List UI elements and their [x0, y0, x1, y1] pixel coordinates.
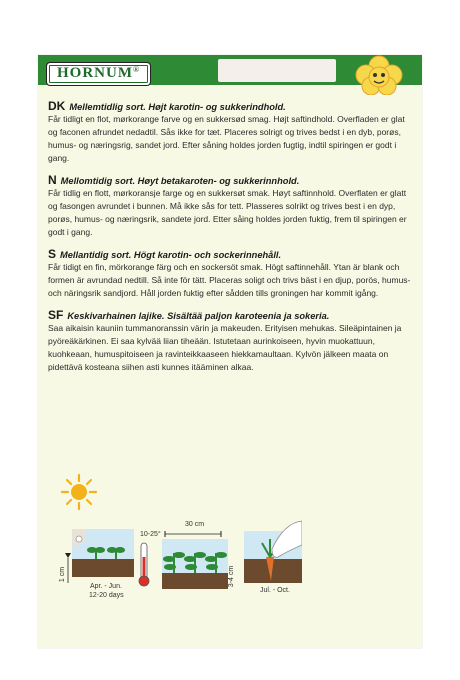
section-heading: Keskivarhainen lajike. Sisältää paljon karoteenia ja sokeria. [67, 311, 330, 321]
section-text: Får tidigt en fin, mörkorange färg och en sockersöt smak. Högt saftinnehåll. Ytan är blank och formen är avrundad nedtill. Så inte för tätt. Placeras soligt och trivs bäst i en djup, porös, humus- och näringsrik sandjord. Håll jorden fuktig efter sådden tills groningen har kommit igång. [48, 262, 411, 298]
harvest-icon [244, 519, 302, 583]
spacing-label: 30 cm [185, 521, 205, 528]
thermometer-icon [137, 541, 151, 587]
section-text: Saa aikaisin kauniin tummanoranssin värin ja makeuden. Erityisen mehukas. Sileäpintainen ja pyöreäkärkinen. Ei saa kylvää liian tiheään. Istutetaan aurinkoiseen, hyvin muokattuun, kuohkeaan, humuspitoiseen ja ravinteikkaaseen hiekkamaultaan. Kylvön jälkeen maata on pidettävä kosteana siihen asti kunnes itääminen alkaa. [48, 323, 402, 372]
section-heading: Mellomtidig sort. Høyt betakaroten- og sukkerinnhold. [60, 176, 300, 186]
sowing-icon [72, 529, 134, 577]
growing-instructions [38, 463, 422, 648]
section-code: S [48, 247, 57, 261]
temperature-label: 10-25° [140, 531, 161, 538]
flower-icon [350, 53, 408, 95]
section-sf [48, 309, 416, 374]
sun-icon [60, 473, 98, 511]
brand-logo [46, 62, 151, 86]
sow-period-label: Apr. - Jun. [90, 583, 122, 590]
thinning-icon [162, 539, 228, 589]
section-s [48, 248, 416, 300]
label-strip [218, 59, 336, 82]
section-code: N [48, 173, 57, 187]
section-heading: Mellantidig sort. Högt karotin- och sockerinnehåll. [60, 250, 282, 260]
row-depth-label: 3-4 cm [228, 565, 236, 588]
brand-name: HORNUM [57, 65, 133, 81]
section-code: DK [48, 99, 66, 113]
depth-label: 1 cm [59, 566, 67, 583]
spacing-marker [164, 531, 222, 537]
section-n [48, 174, 416, 239]
section-text: Får tidligt en flot, mørkorange farve og en sukkersød smag. Højt saftindhold. Overfladen er glat og faconen afrundet nedadtil. Sås ikke for tæt. Placeres solrigt og trives bedst i en dyb, porøs, humus- og næringsrig, sandet jord. Efter såning holdes jorden fugtig, indtil spiringen er godt i gang. [48, 114, 405, 163]
brand-reg-mark: ® [133, 65, 140, 74]
harvest-period-label: Jul. - Oct. [260, 587, 290, 594]
germination-label: 12-20 days [89, 592, 124, 599]
section-dk [48, 100, 416, 165]
section-heading: Mellemtidlig sort. Højt karotin- og sukkerindhold. [69, 102, 286, 112]
section-code: SF [48, 308, 64, 322]
description-content [48, 100, 416, 383]
header-band [38, 55, 422, 85]
seed-packet-back [38, 55, 422, 648]
section-text: Får tidlig en flott, mørkoransje farge og en sukkersøt smak. Høyt saftinnhold. Overflaten er glatt og fasongen avrundet i bunnen. Må ikke sås for tett. Plasseres solrikt og trives best i en dyp, porøs, humus- og næringsrik, sandete jord. Etter såing holdes jorden fuktig, frem til spiringen er godt i gang. [48, 188, 407, 237]
